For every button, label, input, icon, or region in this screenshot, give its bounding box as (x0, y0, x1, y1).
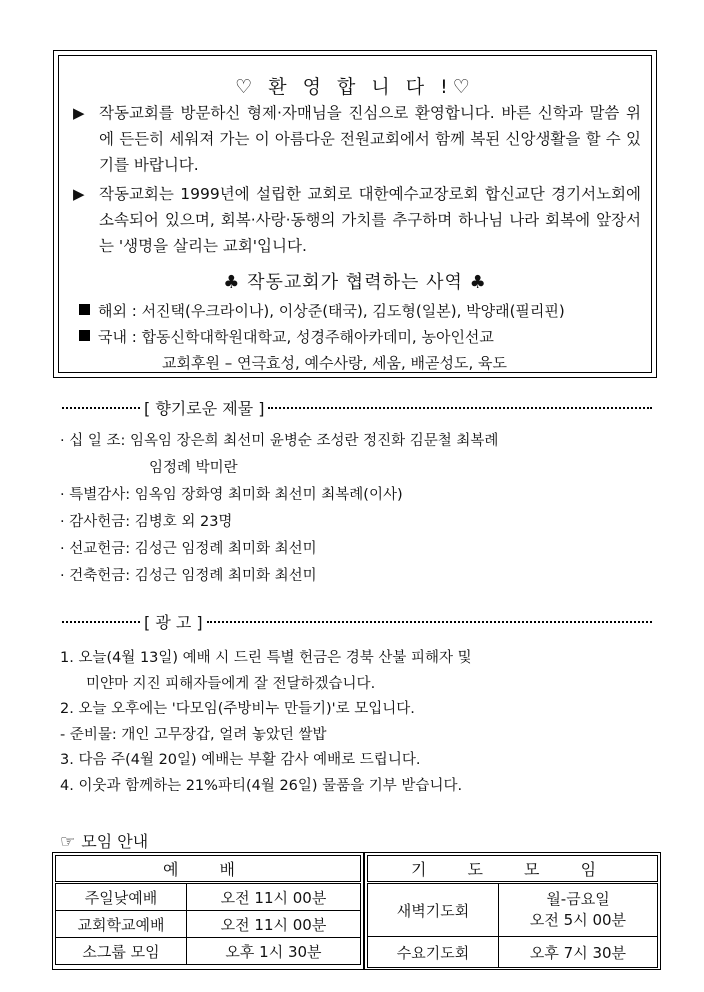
welcome-paragraph-1: ▶ 작동교회를 방문하신 형제·자매님을 진심으로 환영합니다. 바른 신학과 말씀 위에 든든히 세워져 가는 이 아름다운 전원교회에서 함께 복된 신앙생활을 할 수 있기를 바랍니다. (73, 100, 641, 178)
list-item: 2. 오늘 오후에는 '다모임(주방비누 만들기)'로 모입니다. (60, 701, 415, 717)
welcome-title: ♡ 환 영 합 니 다 !♡ (235, 76, 475, 98)
triangle-bullet-icon: ▶ (73, 104, 85, 122)
list-item: - 준비물: 개인 고무장갑, 얼려 놓았던 쌀밥 (60, 726, 327, 743)
welcome-paragraph-2: ▶ 작동교회는 1999년에 설립한 교회로 대한예수교장로회 합신교단 경기서노회에 소속되어 있으며, 회복·사랑·동행의 가치를 추구하며 하나님 나라 회복에 앞장서는 '생명을 살리는 교회'입니다. (73, 181, 641, 259)
list-item: 임정례 박미란 (149, 460, 238, 476)
square-bullet-icon (79, 330, 90, 341)
list-item: 1. 오늘(4월 13일) 예배 시 드린 특별 헌금은 경북 산불 피해자 및 (60, 650, 472, 666)
prayer-table (367, 855, 658, 968)
mission-domestic-support: 교회후원 – 연극효성, 예수사랑, 세움, 배곧성도, 육도 (162, 354, 507, 372)
dotted-rule (268, 407, 652, 409)
table-row: 주일낮예배 오전 11시 00분 (56, 883, 361, 911)
list-item: 4. 이웃과 함께하는 21%파티(4월 26일) 물품을 기부 받습니다. (60, 777, 463, 794)
welcome-box (53, 50, 657, 378)
notices-list (60, 646, 472, 799)
square-bullet-icon (79, 304, 90, 315)
mission-title: ♣ 작동교회가 협력하는 사역 ♣ (223, 272, 487, 293)
dotted-rule (207, 621, 652, 623)
table-row: 교회학교예배 오전 11시 00분 (56, 911, 361, 938)
list-item: · 감사헌금: 김병호 외 23명 (60, 514, 233, 530)
table-row: 새벽기도회 월-금요일 오전 5시 00분 (368, 883, 658, 937)
notices-heading: [ 광 고 ] (62, 610, 652, 633)
triangle-bullet-icon: ▶ (73, 185, 85, 203)
offerings-list (60, 428, 498, 590)
list-item: · 건축헌금: 김성근 임정례 최미화 최선미 (60, 568, 317, 584)
worship-header: 예 배 (56, 856, 361, 883)
mission-domestic: 국내 : 합동신학대학원대학교, 성경주해아카데미, 농아인선교 (79, 324, 494, 350)
list-item: · 선교헌금: 김성근 임정례 최미화 최선미 (60, 541, 317, 557)
offerings-heading: [ 향기로운 제물 ] (62, 396, 652, 419)
table-row: 수요기도회 오후 7시 30분 (368, 937, 658, 968)
list-item: 3. 다음 주(4월 20일) 예배는 부활 감사 예배로 드립니다. (60, 752, 421, 768)
list-item: 미얀마 지진 피해자들에게 잘 전달하겠습니다. (86, 675, 376, 692)
worship-table (55, 855, 361, 965)
pointing-hand-icon: ☞ (60, 832, 76, 852)
mission-overseas: 해외 : 서진택(우크라이나), 이상준(태국), 김도형(일본), 박양래(필리핀) (79, 298, 565, 324)
dotted-rule (62, 407, 140, 409)
prayer-header: 기 도 모 임 (368, 856, 658, 883)
list-item: · 특별감사: 임옥임 장화영 최미화 최선미 최복례(이사) (60, 487, 403, 503)
list-item: · 십 일 조: 임옥임 장은희 최선미 윤병순 조성란 정진화 김문철 최복례 (60, 433, 499, 449)
dotted-rule (62, 621, 140, 623)
table-row: 소그룹 모임 오후 1시 30분 (56, 938, 361, 965)
meetings-title: ☞ 모임 안내 (60, 832, 149, 852)
welcome-inner-border (58, 55, 652, 373)
